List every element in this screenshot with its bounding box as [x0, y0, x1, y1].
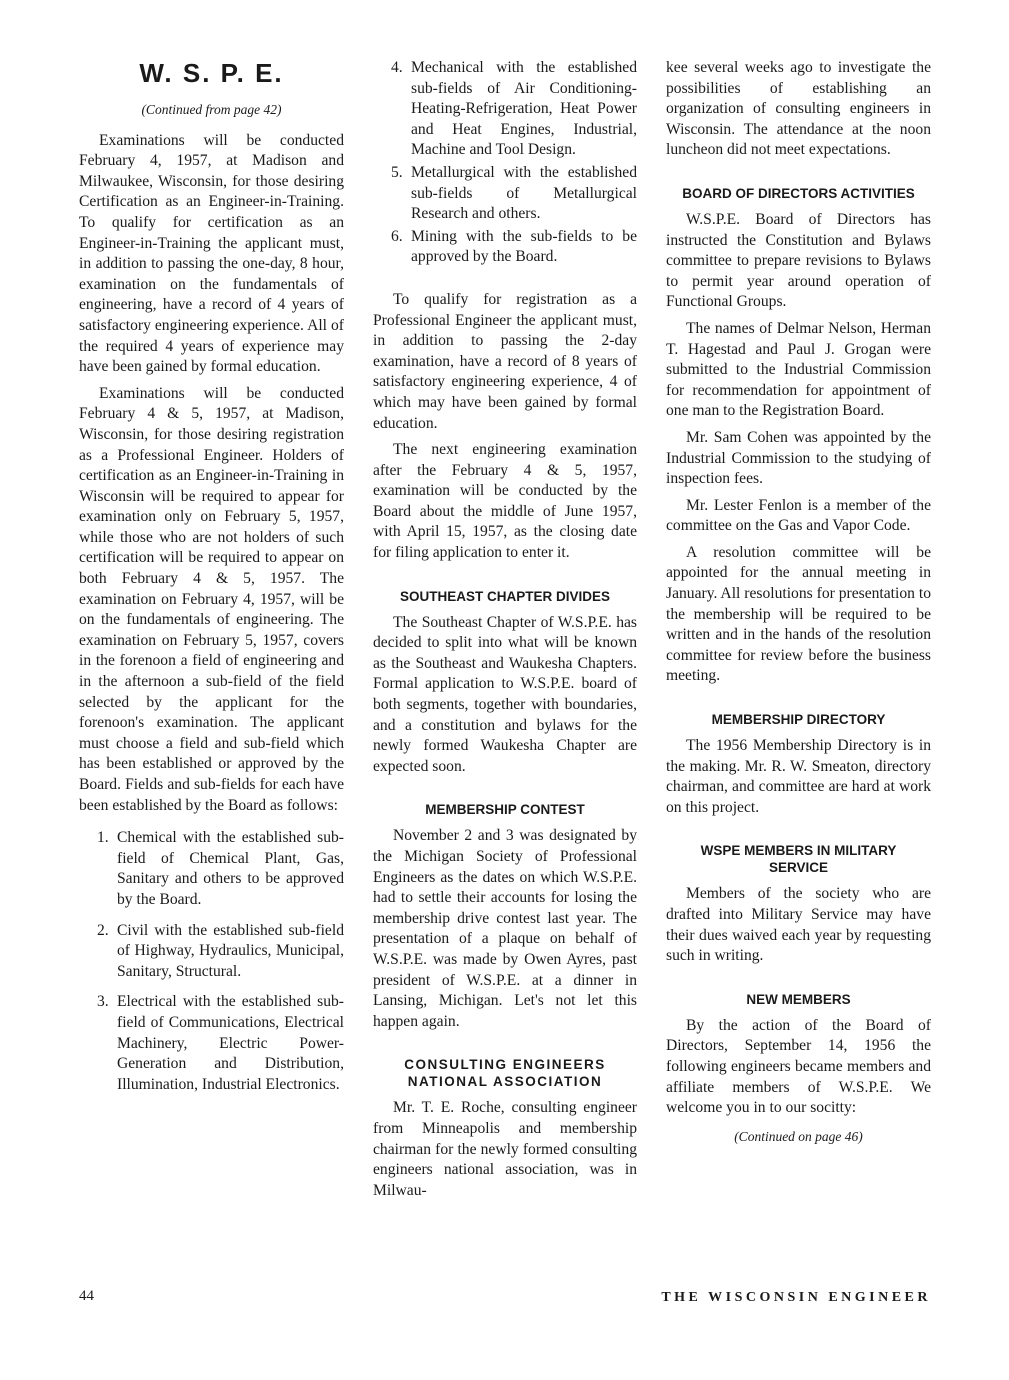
paragraph-board-fenlon: Mr. Lester Fenlon is a member of the committee on the Gas and Vapor Code. — [666, 496, 931, 535]
heading-membership-contest: MEMBERSHIP CONTEST — [425, 802, 585, 818]
heading-membership-directory: MEMBERSHIP DIRECTORY — [711, 712, 886, 728]
paragraph-next-exam: The next engineering examination after the February 4 & 5, 1957, examination will be conducted by the Board about the middle of June 1957, with April 15, 1957, as the closing date for filing application to enter it. — [373, 441, 637, 562]
column-middle — [373, 58, 637, 1207]
paragraph-military-service: Members of the society who are drafted into Military Service may have their dues waived each year by requesting such in writing. — [666, 885, 931, 965]
heading-board-activities: BOARD OF DIRECTORS ACTIVITIES — [682, 185, 915, 201]
paragraph-board-cohen: Mr. Sam Cohen was appointed by the Industrial Commission to the studying of inspection fees. — [666, 428, 931, 488]
paragraph-consulting-engineers: Mr. T. E. Roche, consulting engineer from Minneapolis and membership chairman for the newly formed consulting engineers national association, was in Milwau- — [373, 1099, 637, 1199]
list-item: 6. Mining with the sub-fields to be approved by the Board. — [391, 227, 637, 266]
paragraph-eit-exam: Examinations will be conducted February 4, 1957, at Madison and Milwaukee, Wisconsin, for those desiring Certification as an Engineer-in-Training. To qualify for certification as an Engineer-in-Training the applicant must, in addition to passing the one-day, 8 hour, examination on the fundamentals of engineering, have a record of 4 years of satisfactory engineering experience. All of the required 4 years of experience may have been gained by formal education. — [79, 131, 344, 376]
paragraph-pe-exam: Examinations will be conducted February 4 & 5, 1957, at Madison, Wisconsin, for those desiring registration as a Professional Engineer. Holders of certification as an Engineer-in-Training in Wisconsin will be required to appear for examination only on February 5, 1957, while those who are not holders of such certification will be required to appear on both February 4 & 5, 1957. The examination on February 4, 1957, will be on the fundamentals of engineering. The examination on February 5, 1957, covers in the forenoon a field of engineering and in the afternoon a sub-field of the field selected by the applicant for the forenoon's examination. The applicant must choose a field and sub-field which has been established or approved by the Board. Fields and sub-fields for each have been established by the Board as follows: — [79, 384, 344, 814]
fields-list-part1 — [79, 828, 344, 1095]
heading-southeast-chapter: SOUTHEAST CHAPTER DIVIDES — [399, 588, 611, 604]
paragraph-board-resolution: A resolution committee will be appointed for the annual meeting in January. All resolutions for presentation to the membership will be required to be written and in the hands of the resolution committee for review before the business meeting. — [666, 543, 931, 685]
page-number: 44 — [79, 1288, 94, 1304]
list-item: 1. Chemical with the established sub-field of Chemical Plant, Gas, Sanitary and others to be approved by the Board. — [97, 829, 344, 908]
paragraph-pe-qualify: To qualify for registration as a Professional Engineer the applicant must, in addition to passing the 2-day examination, have a record of 8 years of satisfactory engineering experience, 4 of which may have been gained by formal education. — [373, 290, 637, 432]
list-item: 2. Civil with the established sub-field of Highway, Hydraulics, Municipal, Sanitary, Structural. — [97, 921, 344, 980]
journal-name: THE WISCONSIN ENGINEER — [661, 1290, 931, 1305]
list-item: 3. Electrical with the established sub-field of Communications, Electrical Machinery, Electric Power-Generation and Distribution, Illumination, Industrial Electronics. — [97, 993, 344, 1093]
continued-from-note: (Continued from page 42) — [141, 102, 282, 117]
list-item: 5. Metallurgical with the established sub-fields of Metallurgical Research and others. — [391, 163, 637, 223]
list-item: 4. Mechanical with the established sub-fields of Air Conditioning-Heating-Refrigeration, Heat Power and Heat Engines, Industrial, Machine and Tool Design. — [391, 59, 637, 159]
column-right — [666, 58, 931, 1147]
heading-consulting-engineers: CONSULTING ENGINEERS NATIONAL ASSOCIATION — [404, 1057, 606, 1090]
paragraph-new-members: By the action of the Board of Directors, September 14, 1956 the following engineers became members and affiliate members of W.S.P.E. We welcome you in to our socitty: — [666, 1016, 931, 1117]
article-title: W. S. P. E. — [139, 58, 284, 88]
paragraph-membership-directory: The 1956 Membership Directory is in the making. Mr. R. W. Smeaton, directory chairman, and committee are hard at work on this project. — [666, 737, 931, 816]
heading-military-service: WSPE MEMBERS IN MILITARY SERVICE — [700, 843, 897, 876]
column-left — [79, 58, 344, 1105]
fields-list-part2 — [373, 58, 637, 268]
continued-on-note: (Continued on page 46) — [734, 1128, 863, 1144]
paragraph-southeast-chapter: The Southeast Chapter of W.S.P.E. has decided to split into what will be known as the Southeast and Waukesha Chapters. Formal application to W.S.P.E. board of both segments, together with boundaries, and a constitution and bylaws for the newly formed Waukesha Chapter are expected soon. — [373, 613, 637, 775]
paragraph-consulting-continued: kee several weeks ago to investigate the possibilities of establishing an organization of consulting engineers in Wisconsin. The attendance at the noon luncheon did not meet expectations. — [666, 59, 931, 159]
heading-new-members: NEW MEMBERS — [746, 991, 851, 1007]
paragraph-board-names: The names of Delmar Nelson, Herman T. Hagestad and Paul J. Grogan were submitted to the Industrial Commission for recommendation for appointment of one man to the Registration Board. — [666, 319, 931, 420]
paragraph-membership-contest: November 2 and 3 was designated by the Michigan Society of Professional Engineers as the dates on which W.S.P.E. had to settle their accounts for losing the membership drive contest last year. The presentation of a plaque on behalf of W.S.P.E. was made by Owen Ayres, past president of W.S.P.E. at a dinner in Lansing, Michigan. Let's not let this happen again. — [373, 827, 637, 1030]
paragraph-board-bylaws: W.S.P.E. Board of Directors has instructed the Constitution and Bylaws committee to prepare revisions to Bylaws to permit year around operation of Functional Groups. — [666, 210, 931, 311]
